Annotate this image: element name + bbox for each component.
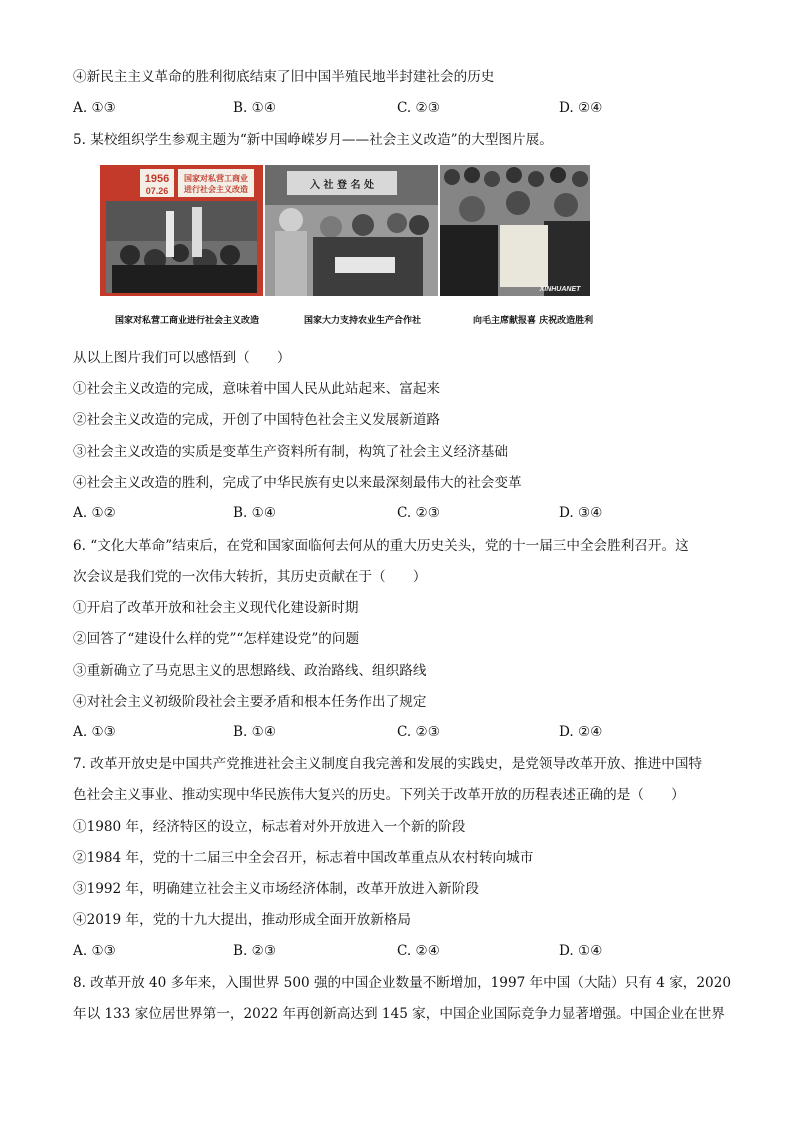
photo-1-banner-line2: 进行社会主义改造 xyxy=(184,184,248,194)
q4-options xyxy=(73,100,733,118)
q5-option-a: A. ①② xyxy=(73,505,116,521)
photo-agricultural-cooperative xyxy=(265,165,438,296)
photo-3-caption: 向毛主席献报喜 庆祝改造胜利 xyxy=(473,316,594,326)
q6-statement-3: ③重新确立了马克思主义的思想路线、政治路线、组织路线 xyxy=(73,663,427,679)
q7-statement-2: ②1984 年，党的十二届三中全会召开，标志着中国改革重点从农村转向城市 xyxy=(73,850,534,866)
q7-statement-3: ③1992 年，明确建立社会主义市场经济体制，改革开放进入新阶段 xyxy=(73,881,479,897)
q5-option-d: D. ③④ xyxy=(559,505,603,521)
q6-stem-line2: 次会议是我们党的一次伟大转折，其历史贡献在于（ ） xyxy=(73,569,427,585)
photo-1-illustration xyxy=(100,165,263,296)
q6-option-a: A. ①③ xyxy=(73,724,116,740)
q7-stem-line2: 色社会主义事业、推动实现中华民族伟大复兴的历史。下列关于改革开放的历程表述正确的是（ ） xyxy=(73,787,685,803)
q5-statement-3: ③社会主义改造的实质是变革生产资料所有制，构筑了社会主义经济基础 xyxy=(73,444,508,460)
photo-private-enterprise-reform xyxy=(100,165,263,296)
q4-option-c: C. ②③ xyxy=(397,100,440,116)
q6-options xyxy=(73,724,733,742)
q7-options xyxy=(73,943,733,961)
q6-option-c: C. ②③ xyxy=(397,724,440,740)
q5-statement-4: ④社会主义改造的胜利，完成了中华民族有史以来最深刻最伟大的社会变革 xyxy=(73,475,522,491)
q6-stem-line1: 6. “文化大革命”结束后，在党和国家面临何去何从的重大历史关头，党的十一届三中全会胜利召开。这 xyxy=(73,538,689,554)
q4-option-b: B. ①④ xyxy=(233,100,277,116)
photo-2-caption: 国家大力支持农业生产合作社 xyxy=(304,316,422,326)
photo-2-sign: 入 社 登 名 处 xyxy=(310,180,374,191)
q5-option-b: B. ①④ xyxy=(233,505,277,521)
q5-option-c: C. ②③ xyxy=(397,505,440,521)
q5-statement-1: ①社会主义改造的完成，意味着中国人民从此站起来、富起来 xyxy=(73,381,441,397)
q6-statement-1: ①开启了改革开放和社会主义现代化建设新时期 xyxy=(73,600,359,616)
q8-stem-line1: 8. 改革开放 40 多年来，入围世界 500 强的中国企业数量不断增加，1997 年中国（大陆）只有 4 家，2020 xyxy=(73,975,731,991)
q7-option-d: D. ①④ xyxy=(559,943,603,959)
photo-report-to-chairman xyxy=(440,165,590,296)
photo-1-date-bottom: 07.26 xyxy=(145,186,169,196)
q6-option-b: B. ①④ xyxy=(233,724,277,740)
q7-option-b: B. ②③ xyxy=(233,943,277,959)
q7-stem-line1: 7. 改革开放史是中国共产党推进社会主义制度自我完善和发展的实践史，是党领导改革开放、推进中国特 xyxy=(73,756,703,772)
q4-statement-4: ④新民主主义革命的胜利彻底结束了旧中国半殖民地半封建社会的历史 xyxy=(73,69,495,85)
q5-statement-2: ②社会主义改造的完成，开创了中国特色社会主义发展新道路 xyxy=(73,412,441,428)
photo-1-banner-line1: 国家对私营工商业 xyxy=(184,173,248,183)
photo-1-caption: 国家对私营工商业进行社会主义改造 xyxy=(115,316,260,326)
q4-option-d: D. ②④ xyxy=(559,100,603,116)
q6-statement-4: ④对社会主义初级阶段社会主要矛盾和根本任务作出了规定 xyxy=(73,694,427,710)
photo-3-watermark: XINHUANET xyxy=(539,286,581,293)
q5-question: 从以上图片我们可以感悟到（ ） xyxy=(73,350,291,366)
photo-2-illustration xyxy=(265,165,438,296)
q6-statement-2: ②回答了“建设什么样的党”“怎样建设党”的问题 xyxy=(73,631,360,647)
q6-option-d: D. ②④ xyxy=(559,724,603,740)
q5-stem: 5. 某校组织学生参观主题为“新中国峥嵘岁月——社会主义改造”的大型图片展。 xyxy=(73,132,553,148)
q7-statement-4: ④2019 年，党的十九大提出，推动形成全面开放新格局 xyxy=(73,912,411,928)
q4-option-a: A. ①③ xyxy=(73,100,116,116)
q7-statement-1: ①1980 年，经济特区的设立，标志着对外开放进入一个新的阶段 xyxy=(73,819,466,835)
q5-options xyxy=(73,505,733,523)
photo-1-date-top: 1956 xyxy=(144,173,170,185)
q8-stem-line2: 年以 133 家位居世界第一，2022 年再创新高达到 145 家，中国企业国际竞争力显著增强。中国企业在世界 xyxy=(73,1006,725,1022)
q7-option-a: A. ①③ xyxy=(73,943,116,959)
q7-option-c: C. ②④ xyxy=(397,943,440,959)
photo-3-illustration xyxy=(440,165,590,296)
